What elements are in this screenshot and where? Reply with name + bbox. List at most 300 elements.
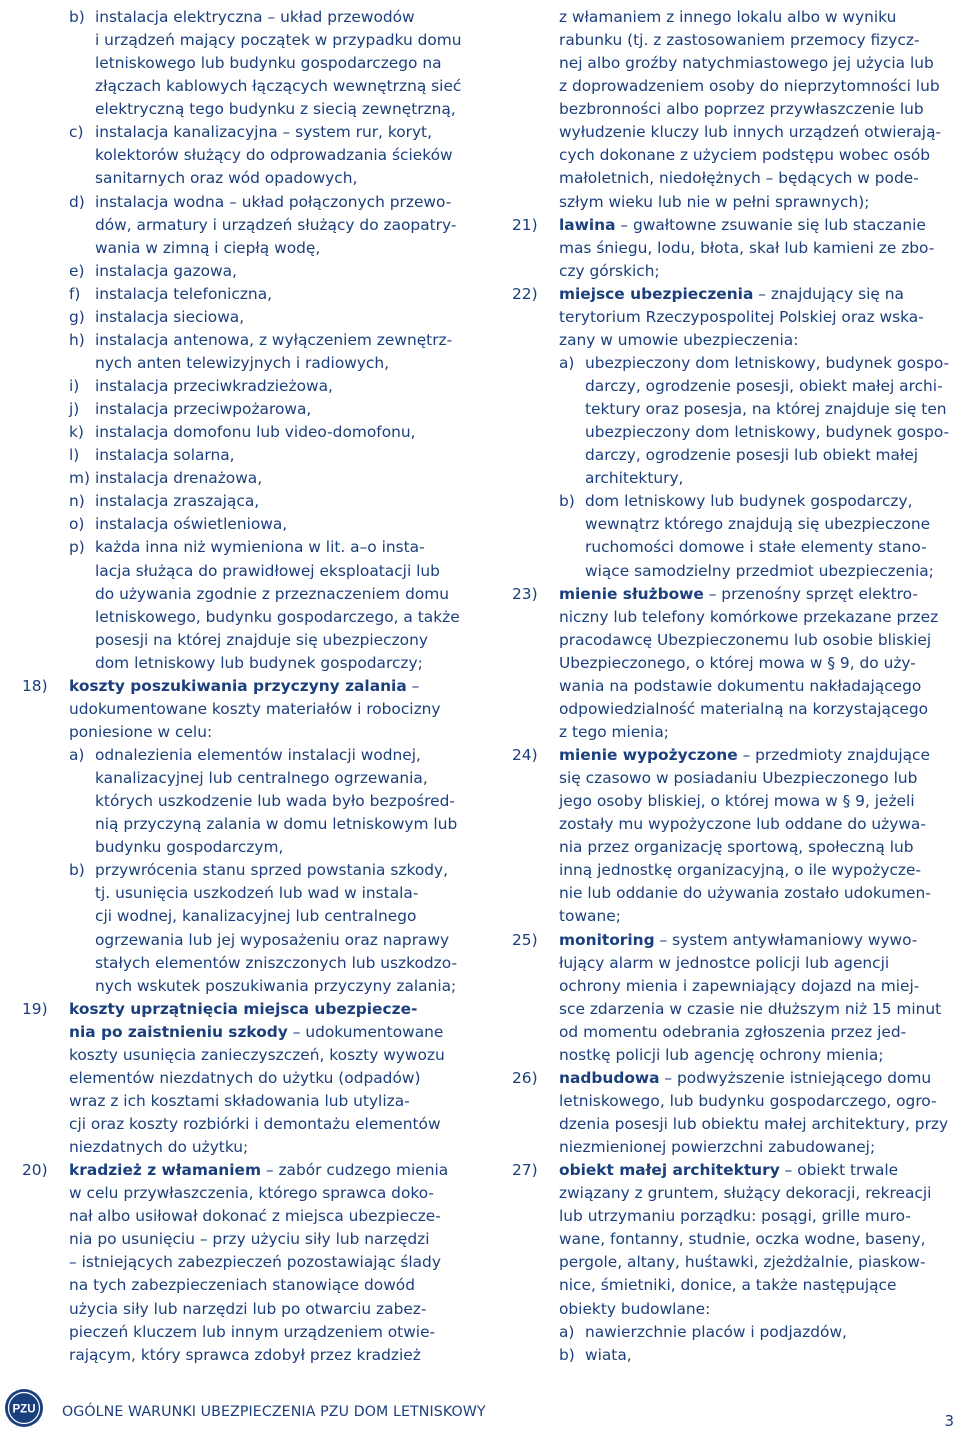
text-segment: sanitarnych oraz wód opadowych, <box>95 169 358 188</box>
line-text <box>559 121 941 144</box>
line-text <box>585 421 949 444</box>
text-segment: nie lub oddanie do używania zostało udokumen- <box>559 884 931 903</box>
line-text <box>559 1067 931 1090</box>
text-line <box>512 767 958 790</box>
line-text <box>69 1274 415 1297</box>
text-line <box>22 1205 484 1228</box>
section-number: 23) <box>512 584 538 603</box>
text-line <box>22 1113 484 1136</box>
line-text <box>69 1067 420 1090</box>
item-letter: j) <box>69 400 80 419</box>
item-letter: f) <box>69 284 81 303</box>
text-line <box>512 1067 958 1090</box>
text-line <box>512 1298 958 1321</box>
text-line <box>512 1251 958 1274</box>
text-segment: tj. usunięcia uszkodzeń lub wad w instala- <box>95 884 419 903</box>
line-text <box>95 606 460 629</box>
text-line <box>512 698 958 721</box>
line-text <box>559 975 919 998</box>
line-text <box>585 375 943 398</box>
text-line <box>512 1136 958 1159</box>
text-line <box>22 283 484 306</box>
item-letter: a) <box>559 353 575 372</box>
line-text <box>95 905 416 928</box>
text-segment: instalacja przeciwpożarowa, <box>95 400 312 419</box>
line-text <box>585 352 949 375</box>
line-text <box>559 214 926 237</box>
text-line <box>22 836 484 859</box>
text-segment: instalacja drenażowa, <box>95 469 263 488</box>
text-line <box>22 929 484 952</box>
text-line <box>512 467 958 490</box>
text-line <box>512 583 958 606</box>
item-letter: b) <box>69 8 85 26</box>
text-segment: nia przez organizację sportową, społeczną lub <box>559 838 914 857</box>
text-segment: wania w zimną i ciepłą wodę, <box>95 238 321 257</box>
text-segment: – znajdujący się na <box>753 284 904 303</box>
line-text <box>559 790 915 813</box>
line-text <box>559 1228 926 1251</box>
text-line <box>512 260 958 283</box>
text-line <box>22 191 484 214</box>
line-text <box>69 1228 429 1251</box>
text-segment: dów, armatury i urządzeń służący do zaopatry- <box>95 215 457 234</box>
text-line <box>22 744 484 767</box>
text-line <box>22 882 484 905</box>
text-line <box>22 652 484 675</box>
text-segment: wiata, <box>585 1345 632 1364</box>
text-line <box>512 836 958 859</box>
text-segment: wane, fontanny, studnie, oczka wodne, baseny, <box>559 1230 926 1249</box>
text-segment: pergole, altany, huśtawki, zjeżdżalnie, piaskow- <box>559 1253 926 1272</box>
text-line <box>22 1044 484 1067</box>
text-segment: użycia siły lub narzędzi lub po otwarciu zabez- <box>69 1299 427 1318</box>
text-segment: instalacja telefoniczna, <box>95 284 273 303</box>
text-segment: rającym, który sprawca zdobył przez kradzież <box>69 1345 421 1364</box>
line-text <box>95 767 428 790</box>
text-segment: z tego mienia; <box>559 722 669 741</box>
line-text <box>559 583 918 606</box>
line-text <box>95 629 428 652</box>
line-text <box>559 698 928 721</box>
line-text <box>69 1021 443 1044</box>
line-text <box>559 744 930 767</box>
line-text <box>559 1274 896 1297</box>
line-text <box>559 998 941 1021</box>
text-line <box>512 536 958 559</box>
text-segment: instalacja kanalizacyjna – system rur, koryt, <box>95 123 432 142</box>
text-line <box>22 398 484 421</box>
line-text <box>95 98 456 121</box>
text-segment: Ubezpieczonego, o której mowa w § 9, do uży- <box>559 653 916 672</box>
text-line <box>22 859 484 882</box>
line-text <box>585 1344 632 1367</box>
line-text <box>69 675 419 698</box>
text-segment: nia po usunięciu – przy użyciu siły lub narzędzi <box>69 1230 430 1249</box>
line-text <box>69 1113 441 1136</box>
text-line <box>512 513 958 536</box>
text-line <box>22 905 484 928</box>
text-line <box>512 490 958 513</box>
line-text <box>69 1044 445 1067</box>
text-line <box>22 1321 484 1344</box>
text-segment: stałych elementów zniszczonych lub uszkodzo- <box>95 953 457 972</box>
text-segment: związany z gruntem, służący dekoracji, rekreacji <box>559 1184 932 1203</box>
text-line <box>22 606 484 629</box>
text-segment: rabunku (tj. z zastosowaniem przemocy fizycz- <box>559 31 920 50</box>
section-number: 26) <box>512 1068 538 1087</box>
line-text <box>95 790 455 813</box>
text-line <box>512 191 958 214</box>
term-heading: nia po zaistnieniu szkody <box>69 1022 288 1041</box>
text-segment: elementów niezdatnych do użytku (odpadów) <box>69 1068 421 1087</box>
line-text <box>69 721 212 744</box>
line-text <box>95 467 262 490</box>
line-text <box>95 421 416 444</box>
text-line <box>22 813 484 836</box>
text-segment: ruchomości domowe i stałe elementy stano- <box>585 538 927 557</box>
line-text <box>559 1205 911 1228</box>
text-line <box>512 283 958 306</box>
line-text <box>95 836 283 859</box>
term-heading: obiekt małej architektury <box>559 1161 780 1180</box>
text-segment: sce zdarzenia w czasie nie dłuższym niż 15 minut <box>559 999 942 1018</box>
text-segment: dom letniskowy lub budynek gospodarczy, <box>585 492 913 511</box>
text-line <box>22 467 484 490</box>
item-letter: n) <box>69 492 85 511</box>
text-line <box>512 29 958 52</box>
text-segment: których uszkodzenie lub wada było bezpośred- <box>95 792 455 811</box>
term-heading: mienie służbowe <box>559 584 704 603</box>
text-line <box>22 1298 484 1321</box>
text-segment: niezdatnych do użytku; <box>69 1138 249 1157</box>
text-line <box>512 629 958 652</box>
text-segment: cych dokonane z użyciem podstępu wobec osób <box>559 146 931 165</box>
text-line <box>512 929 958 952</box>
item-letter: p) <box>69 538 85 557</box>
text-segment: mas śniegu, lodu, błota, skał lub kamieni ze zbo- <box>559 238 935 257</box>
text-line <box>22 121 484 144</box>
text-line <box>512 998 958 1021</box>
line-text <box>559 1113 948 1136</box>
text-segment: ubezpieczony dom letniskowy, budynek gospo- <box>585 423 950 442</box>
text-line <box>512 560 958 583</box>
item-letter: a) <box>559 1322 575 1341</box>
text-line <box>22 29 484 52</box>
text-segment: letniskowego, budynku gospodarczego, a także <box>95 607 460 626</box>
text-line <box>22 536 484 559</box>
text-line <box>512 606 958 629</box>
text-segment: wyłudzenie kluczy lub innych urządzeń otwierają- <box>559 123 942 142</box>
text-line <box>22 560 484 583</box>
text-segment: posesji na której znajduje się ubezpieczony <box>95 630 428 649</box>
text-line <box>22 237 484 260</box>
text-segment: odpowiedzialność materialną na korzystającego <box>559 699 929 718</box>
text-segment: ochrony mienia i zapewniający dojazd na miej- <box>559 976 920 995</box>
item-letter: c) <box>69 123 84 142</box>
text-line <box>512 1182 958 1205</box>
text-line <box>22 260 484 283</box>
text-line <box>22 721 484 744</box>
text-segment: niczny lub telefony komórkowe przekazane przez <box>559 607 939 626</box>
text-segment: nawierzchnie placów i podjazdów, <box>585 1322 847 1341</box>
term-heading: mienie wypożyczone <box>559 746 738 764</box>
text-segment: zostały mu wypożyczone lub oddane do używa- <box>559 815 926 834</box>
text-segment: na tych zabezpieczeniach stanowiące dowód <box>69 1276 415 1295</box>
line-text <box>95 882 418 905</box>
text-line <box>512 1044 958 1067</box>
item-letter: m) <box>69 469 90 488</box>
line-text <box>95 952 457 975</box>
line-text <box>559 675 921 698</box>
item-letter: o) <box>69 515 85 534</box>
line-text <box>559 905 621 928</box>
line-text <box>559 1159 898 1182</box>
text-line <box>22 214 484 237</box>
text-line <box>22 1090 484 1113</box>
text-segment: nał albo usiłował dokonać z miejsca ubezpiecze- <box>69 1207 441 1226</box>
section-number: 27) <box>512 1161 538 1180</box>
text-line <box>22 490 484 513</box>
line-text <box>95 536 425 559</box>
line-text <box>69 1090 410 1113</box>
text-line <box>22 1228 484 1251</box>
line-text <box>559 306 924 329</box>
text-segment: nią przyczyną zalania w domu letniskowym lub <box>95 815 458 834</box>
line-text <box>559 629 931 652</box>
text-segment: ubezpieczony dom letniskowy, budynek gospo- <box>585 353 950 372</box>
line-text <box>95 929 449 952</box>
text-segment: kanalizacyjnej lub centralnego ogrzewania, <box>95 769 428 788</box>
text-line <box>512 721 958 744</box>
line-text <box>559 1021 906 1044</box>
text-segment: towane; <box>559 907 621 926</box>
line-text <box>559 237 934 260</box>
text-line <box>22 375 484 398</box>
text-line <box>512 237 958 260</box>
line-text <box>585 444 918 467</box>
text-segment: pracodawcę Ubezpieczonemu lub osobie bliskiej <box>559 630 932 649</box>
section-number: 20) <box>22 1161 48 1180</box>
item-letter: b) <box>69 861 85 880</box>
text-segment: wiące samodzielny przedmiot ubezpieczenia; <box>585 561 934 580</box>
text-line <box>22 513 484 536</box>
text-segment: bezbronności albo poprzez przywłaszczenie lub <box>559 100 924 119</box>
item-letter: k) <box>69 423 84 442</box>
text-segment: instalacja solarna, <box>95 446 235 465</box>
line-text <box>559 836 914 859</box>
text-segment: pieczeń kluczem lub innym urządzeniem otwie- <box>69 1322 436 1341</box>
section-number: 22) <box>512 284 538 303</box>
term-heading: nadbudowa <box>559 1068 660 1087</box>
text-line <box>512 144 958 167</box>
text-line <box>22 52 484 75</box>
text-segment: nice, śmietniki, donice, a także następujące <box>559 1276 897 1295</box>
text-line <box>512 952 958 975</box>
pzu-logo-icon <box>4 1388 44 1428</box>
line-text <box>585 1321 847 1344</box>
line-text <box>69 1251 441 1274</box>
line-text <box>559 1251 926 1274</box>
text-segment: wania na podstawie dokumentu nakładającego <box>559 676 922 695</box>
line-text <box>559 75 940 98</box>
line-text <box>585 536 927 559</box>
text-line <box>512 444 958 467</box>
text-segment: – przedmioty znajdujące <box>737 746 930 764</box>
section-number: 24) <box>512 746 538 764</box>
line-text <box>95 744 421 767</box>
line-text <box>69 1159 448 1182</box>
text-segment: – <box>406 676 420 695</box>
text-segment: dzenia posesji lub obiektu małej architektury, przy <box>559 1115 949 1133</box>
text-segment: cji oraz koszty rozbiórki i demontażu elementów <box>69 1115 441 1133</box>
text-segment: z włamaniem z innego lokalu albo w wyniku <box>559 8 897 26</box>
line-text <box>585 398 947 421</box>
text-segment: odnalezienia elementów instalacji wodnej, <box>95 746 421 764</box>
term-heading: miejsce ubezpieczenia <box>559 284 754 303</box>
line-text <box>95 975 456 998</box>
text-line <box>22 1136 484 1159</box>
text-segment: szłym wieku lub nie w pełni sprawnych); <box>559 192 870 211</box>
text-segment: inną jednostkę organizacyjną, o ile wypożycze- <box>559 861 922 880</box>
line-text <box>559 721 669 744</box>
text-line <box>22 167 484 190</box>
text-line <box>22 329 484 352</box>
text-segment: nych anten telewizyjnych i radiowych, <box>95 353 390 372</box>
line-text <box>95 490 259 513</box>
line-text <box>95 306 244 329</box>
line-text <box>95 813 457 836</box>
text-segment: i urządzeń mający początek w przypadku domu <box>95 31 462 50</box>
text-segment: – gwałtowne zsuwanie się lub staczanie <box>615 215 926 234</box>
text-line <box>22 1251 484 1274</box>
text-line <box>512 1113 958 1136</box>
text-segment: elektryczną tego budynku z siecią zewnętrzną, <box>95 100 456 119</box>
text-segment: – udokumentowane <box>287 1022 444 1041</box>
item-letter: g) <box>69 307 85 326</box>
text-line <box>512 1228 958 1251</box>
line-text <box>95 398 311 421</box>
text-line <box>512 790 958 813</box>
text-segment: do używania zgodnie z przeznaczeniem domu <box>95 584 450 603</box>
text-segment: instalacja przeciwkradzieżowa, <box>95 377 333 395</box>
text-line <box>512 306 958 329</box>
text-line <box>512 421 958 444</box>
line-text <box>559 929 917 952</box>
line-text <box>559 606 938 629</box>
term-heading: koszty uprzątnięcia miejsca ubezpiecze- <box>69 999 418 1018</box>
text-segment: każda inna niż wymieniona w lit. a–o insta- <box>95 538 425 557</box>
text-line <box>22 1182 484 1205</box>
text-line <box>22 629 484 652</box>
text-segment: wewnątrz którego znajdują się ubezpieczone <box>585 515 931 534</box>
text-line <box>512 813 958 836</box>
text-line <box>22 998 484 1021</box>
text-line <box>22 144 484 167</box>
text-line <box>22 1344 484 1367</box>
text-line <box>512 214 958 237</box>
text-line <box>512 167 958 190</box>
text-segment: instalacja zraszająca, <box>95 492 260 511</box>
line-text <box>95 375 333 398</box>
line-text <box>69 1344 421 1367</box>
line-text <box>559 813 926 836</box>
left-column <box>22 6 484 1367</box>
line-text <box>559 1298 710 1321</box>
text-segment: instalacja oświetleniowa, <box>95 515 288 534</box>
text-line <box>512 1021 958 1044</box>
text-line <box>512 121 958 144</box>
line-text <box>95 859 448 882</box>
section-number: 25) <box>512 930 538 949</box>
text-line <box>22 767 484 790</box>
text-segment: z doprowadzeniem osoby do nieprzytomności lub <box>559 77 940 96</box>
line-text <box>559 144 930 167</box>
text-segment: wraz z ich kosztami składowania lub utyliza- <box>69 1091 410 1110</box>
line-text <box>95 52 442 75</box>
text-line <box>22 75 484 98</box>
text-segment: terytorium Rzeczypospolitej Polskiej oraz wska- <box>559 307 924 326</box>
line-text <box>69 698 441 721</box>
text-segment: kolektorów służący do odprowadzania ścieków <box>95 146 453 165</box>
text-segment: łujący alarm w jednostce policji lub agencji <box>559 953 890 972</box>
line-text <box>95 652 423 675</box>
line-text <box>95 560 440 583</box>
item-letter: d) <box>69 192 85 211</box>
text-segment: lacja służąca do prawidłowej eksploatacji lub <box>95 561 440 580</box>
text-segment: dom letniskowy lub budynek gospodarczy; <box>95 653 423 672</box>
text-line <box>22 444 484 467</box>
line-text <box>585 560 934 583</box>
text-segment: jego osoby bliskiej, o której mowa w § 9, jeżeli <box>559 792 915 811</box>
line-text <box>69 1321 435 1344</box>
text-line <box>22 698 484 721</box>
item-letter: e) <box>69 261 85 280</box>
line-text <box>585 490 913 513</box>
line-text <box>95 144 453 167</box>
text-segment: przywrócenia stanu sprzed powstania szkody, <box>95 861 449 880</box>
line-text <box>559 329 798 352</box>
text-segment: instalacja wodna – układ połączonych przewo- <box>95 192 452 211</box>
text-line <box>512 98 958 121</box>
text-segment: zany w umowie ubezpieczenia: <box>559 330 799 349</box>
line-text <box>69 998 417 1021</box>
text-line <box>512 905 958 928</box>
text-line <box>512 1321 958 1344</box>
text-segment: ogrzewania lub jej wyposażeniu oraz naprawy <box>95 930 450 949</box>
line-text <box>559 52 934 75</box>
text-line <box>512 352 958 375</box>
text-segment: małoletnich, niedołężnych – będących w pode- <box>559 169 919 188</box>
text-segment: – system antywłamaniowy wywo- <box>654 930 918 949</box>
line-text <box>95 191 451 214</box>
logo-text: PZU <box>12 1403 36 1416</box>
text-segment: tektury oraz posesja, na której znajduje się ten <box>585 400 947 419</box>
line-text <box>559 652 916 675</box>
text-segment: niezmienionej powierzchni zabudowanej; <box>559 1138 876 1157</box>
line-text <box>95 283 272 306</box>
line-text <box>559 1182 931 1205</box>
text-segment: złączach kablowych łączących wewnętrzną sieć <box>95 77 462 96</box>
text-line <box>512 52 958 75</box>
line-text <box>559 882 931 905</box>
text-line <box>512 675 958 698</box>
term-heading: koszty poszukiwania przyczyny zalania <box>69 676 407 695</box>
line-text <box>69 1205 441 1228</box>
text-segment: obiekty budowlane: <box>559 1299 711 1318</box>
text-segment: poniesione w celu: <box>69 722 213 741</box>
text-line <box>512 329 958 352</box>
